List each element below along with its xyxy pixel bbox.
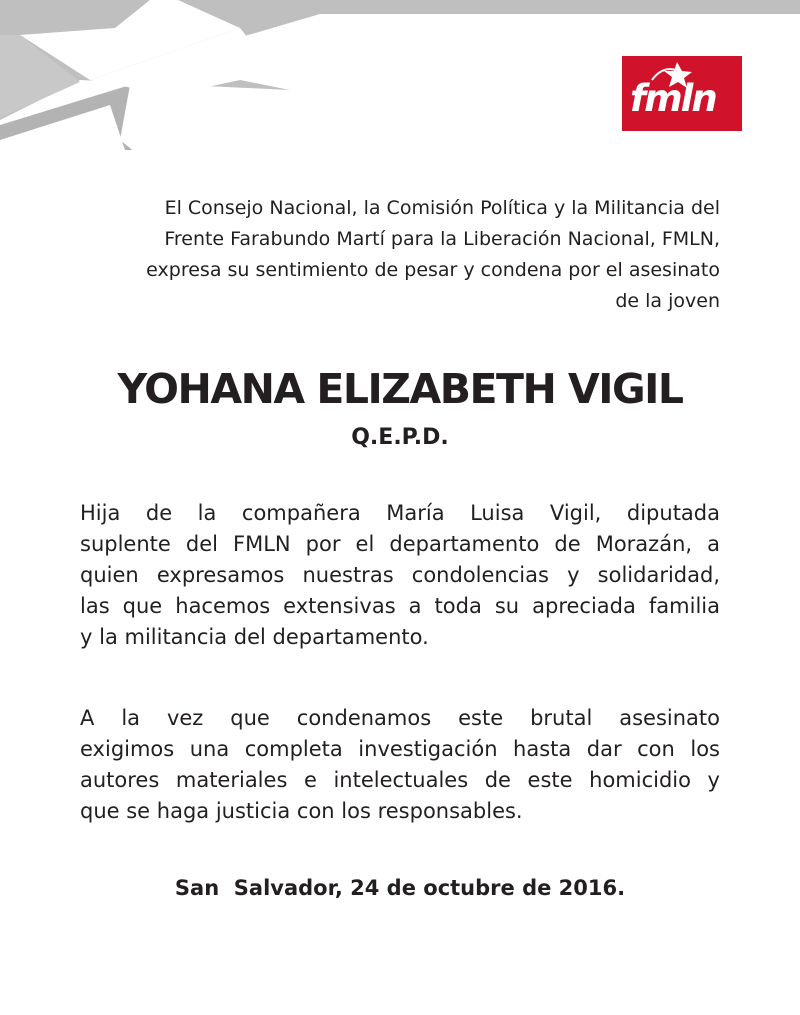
text-line: las que hacemos extensivas a toda su apreciada familia xyxy=(80,594,720,618)
text-line: A la vez que condenamos este brutal asesinato xyxy=(80,706,720,730)
logo-wordmark: fmln xyxy=(630,77,716,120)
place-and-date: San Salvador, 24 de octubre de 2016. xyxy=(174,876,626,900)
text-line: Frente Farabundo Martí para la Liberación Nacional, FMLN, xyxy=(164,228,720,250)
text-line: que se haga justicia con los responsables. xyxy=(80,799,523,823)
text-line: exigimos una completa investigación hasta dar con los xyxy=(80,737,720,761)
text-line: suplente del FMLN por el departamento de Morazán, a xyxy=(80,532,720,556)
qepd-label: Q.E.P.D. xyxy=(351,425,449,450)
fmln-logo xyxy=(622,56,742,131)
text-line: y la militancia del departamento. xyxy=(80,625,429,649)
text-line: autores materiales e intelectuales de este homicidio y xyxy=(80,768,720,792)
demand-paragraph xyxy=(80,703,720,827)
text-line: de la joven xyxy=(615,290,720,312)
intro-paragraph xyxy=(80,193,720,317)
condolence-paragraph xyxy=(80,498,720,653)
deceased-name: YOHANA ELIZABETH VIGIL xyxy=(117,365,683,413)
text-line: El Consejo Nacional, la Comisión Política y la Militancia del xyxy=(164,197,720,219)
text-line: quien expresamos nuestras condolencias y solidaridad, xyxy=(80,563,720,587)
text-line: expresa su sentimiento de pesar y condena por el asesinato xyxy=(146,259,720,281)
text-line: Hija de la compañera María Luisa Vigil, diputada xyxy=(80,501,720,525)
